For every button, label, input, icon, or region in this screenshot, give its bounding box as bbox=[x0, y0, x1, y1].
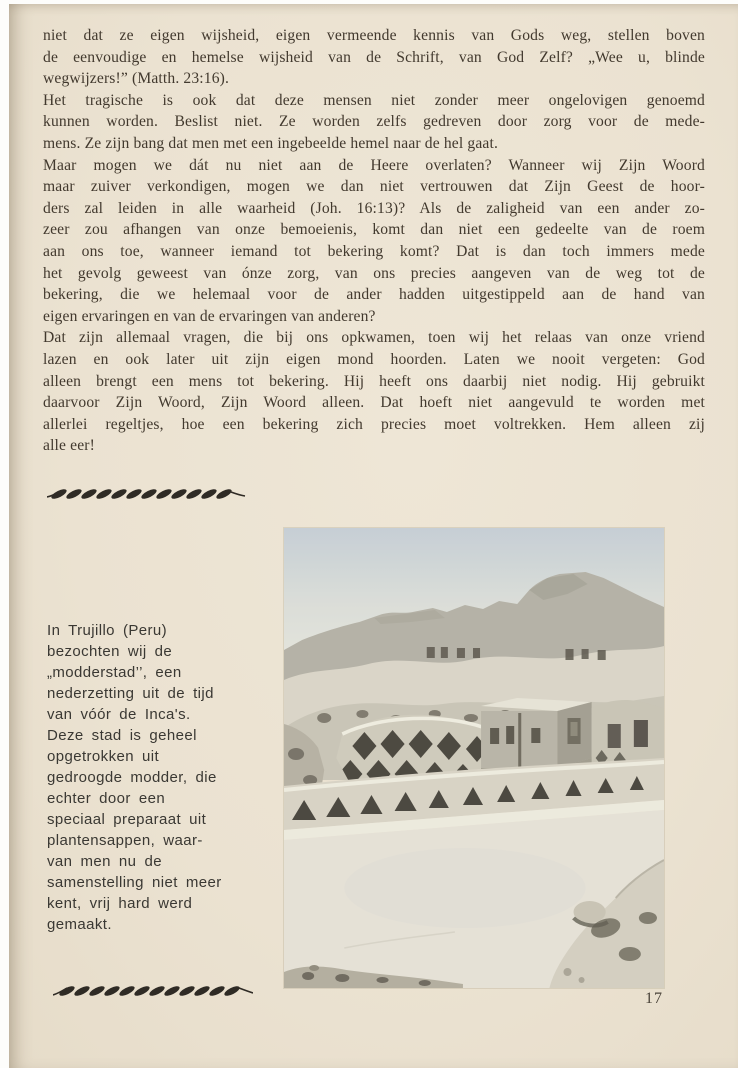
body-line: ders zal leiden in alle waarheid (Joh. 16:13)? Als de zaligheid van een ander zo- bbox=[43, 199, 705, 217]
caption-line: van men nu de bbox=[47, 853, 162, 870]
body-line: Het tragische is ook dat deze mensen niet zonder meer ongelovigen genoemd bbox=[43, 91, 705, 109]
caption-line: Deze stad is geheel bbox=[47, 727, 197, 744]
body-line: zeer zou afhangen van onze bemoeienis, komt dan niet een gedeelte van de roem bbox=[43, 221, 705, 239]
rope-divider-top-icon bbox=[47, 486, 247, 502]
rope-divider-bottom-icon bbox=[53, 983, 253, 999]
caption-line: plantensappen, waar- bbox=[47, 832, 203, 849]
body-line: wegwijzers!” (Matth. 23:16). bbox=[43, 70, 230, 88]
caption-line: kent, vrij hard werd bbox=[47, 895, 193, 912]
body-line: alle eer! bbox=[43, 437, 95, 455]
caption-line: gemaakt. bbox=[47, 916, 112, 933]
page-number: 17 bbox=[645, 990, 663, 1007]
body-line: maar zuiver verkondigen, mogen we dan niet vertrouwen dat Zijn Geest de hoor- bbox=[43, 178, 705, 196]
caption-line: bezochten wij de bbox=[47, 643, 173, 660]
body-line: Maar mogen we dát nu niet aan de Heere overlaten? Wanneer wij Zijn Woord bbox=[43, 156, 705, 174]
caption-line: echter door een bbox=[47, 790, 166, 807]
ruins-photo bbox=[284, 528, 664, 988]
caption-line: nederzetting uit de tijd bbox=[47, 685, 214, 702]
caption-line: van vóór de Inca's. bbox=[47, 706, 191, 723]
body-line: aan ons toe, wanneer iemand tot bekering komt? Dat is dan toch immers mede bbox=[43, 242, 705, 260]
body-line: alleen brengt een mens tot bekering. Hij heeft ons daarbij niet nodig. Hij gebruikt bbox=[43, 372, 705, 390]
body-line: eigen ervaringen en van de ervaringen van anderen? bbox=[43, 307, 376, 325]
body-line: bekering, die we helemaal voor de ander hadden uitgestippeld aan de hand van bbox=[43, 286, 705, 304]
body-line: allerlei regeltjes, hoe een bekering zich precies moet voltrekken. Hem alleen zij bbox=[43, 415, 705, 433]
caption-line: gedroogde modder, die bbox=[47, 769, 217, 786]
body-line: het gevolg geweest van ónze zorg, van ons precies aangeven van de weg tot de bbox=[43, 264, 705, 282]
caption-line: speciaal preparaat uit bbox=[47, 811, 207, 828]
body-line: Dat zijn allemaal vragen, die bij ons opkwamen, toen wij het relaas van onze vriend bbox=[43, 329, 705, 347]
photo-caption bbox=[47, 620, 275, 935]
body-line: niet dat ze eigen wijsheid, eigen vermeende kennis van Gods weg, stellen boven bbox=[43, 27, 705, 44]
caption-line: In Trujillo (Peru) bbox=[47, 622, 168, 639]
body-text bbox=[43, 25, 705, 457]
caption-line: „modderstad’’, een bbox=[47, 664, 182, 681]
body-line: mens. Ze zijn bang dat men met een ingebeelde hemel naar de hel gaat. bbox=[43, 134, 499, 152]
body-line: kunnen worden. Beslist niet. Ze worden zelfs gedreven door zorg voor de mede- bbox=[43, 113, 705, 131]
caption-line: samenstelling niet meer bbox=[47, 874, 222, 891]
body-line: daarvoor Zijn Woord, Zijn Woord alleen. Dat hoeft niet aangevuld te worden met bbox=[43, 394, 705, 412]
book-page bbox=[9, 4, 738, 1068]
caption-line: opgetrokken uit bbox=[47, 748, 160, 765]
body-line: de eenvoudige en hemelse wijsheid van de Schrift, van God Zelf? „Wee u, blinde bbox=[43, 48, 705, 66]
body-line: lazen en ook later uit zijn eigen mond hoorden. Laten we nooit vergeten: God bbox=[43, 350, 705, 368]
